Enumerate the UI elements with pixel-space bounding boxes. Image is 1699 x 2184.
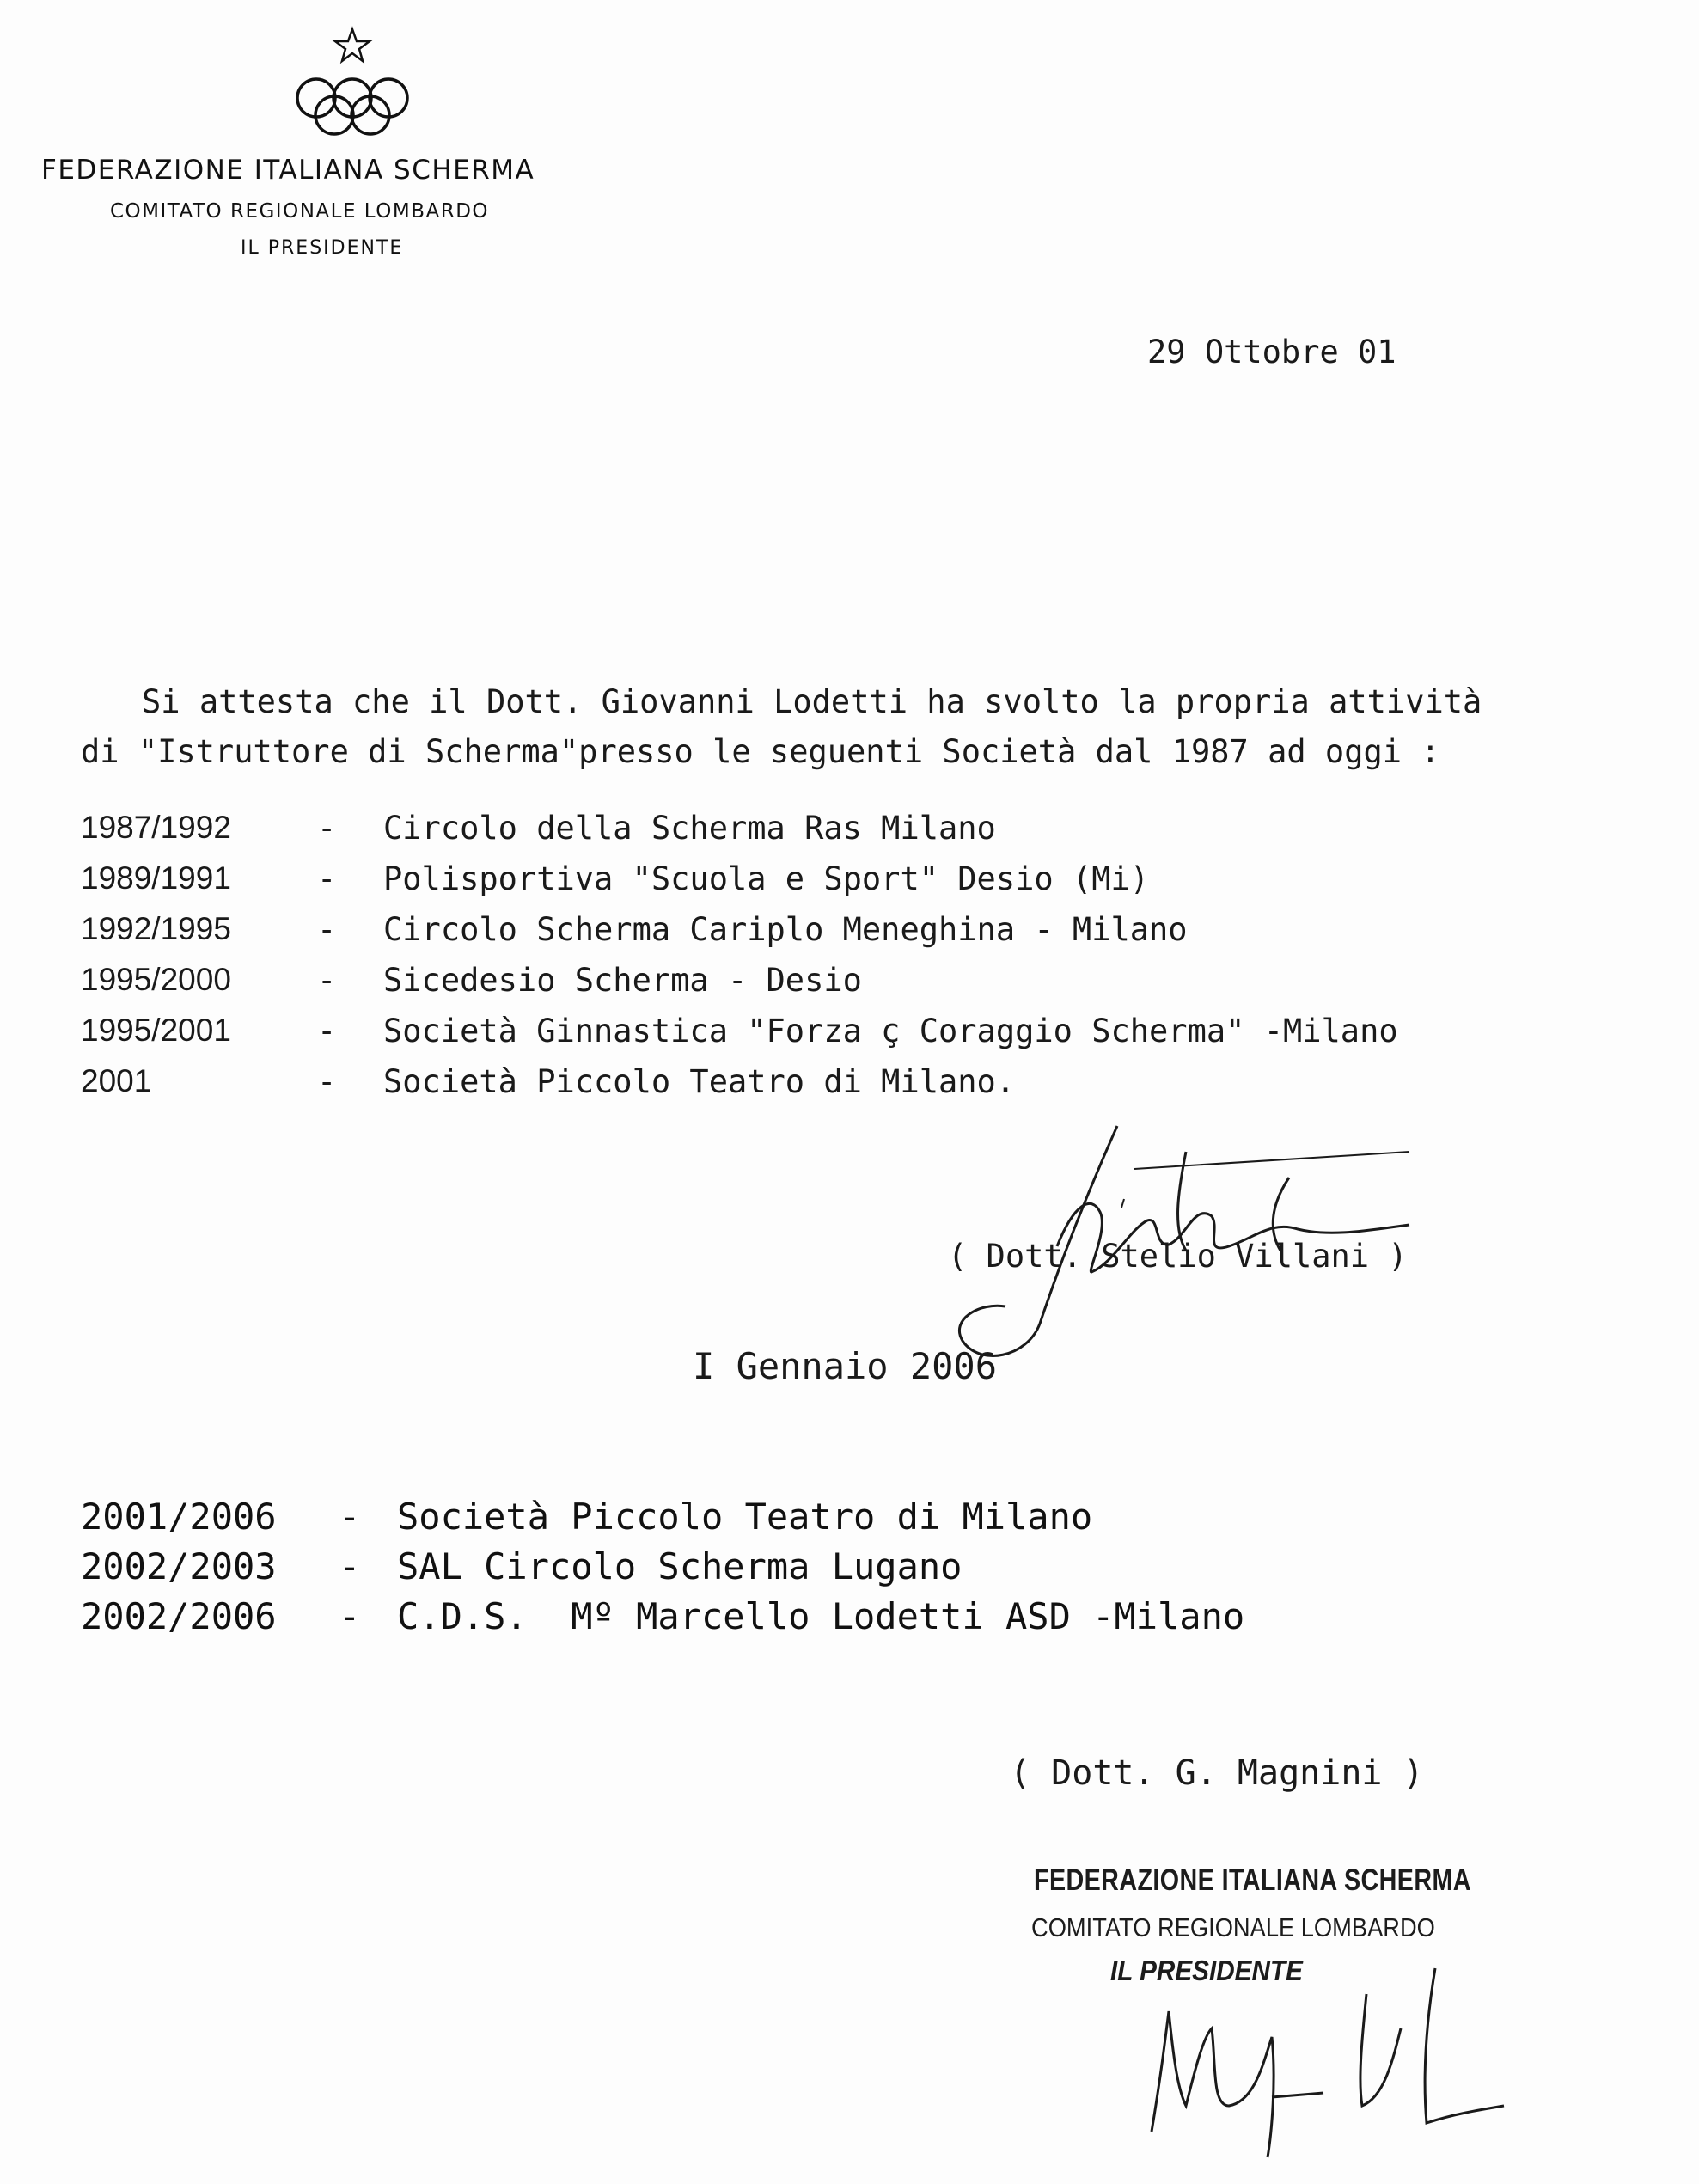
star-olympic-rings-icon [284, 26, 421, 146]
activity-years: 1987/1992 [81, 810, 231, 845]
activity-dash: - [339, 1496, 361, 1538]
activity-years: 2002/2006 [81, 1595, 277, 1637]
document-date: 29 Ottobre 01 [1147, 333, 1396, 370]
stamp-federation: FEDERAZIONE ITALIANA SCHERMA [1034, 1863, 1471, 1897]
body-line-1: Si attesta che il Dott. Giovanni Lodetti ha svolto la propria attività [142, 683, 1482, 720]
activity-years: 1989/1991 [81, 860, 231, 896]
letterhead-federation: FEDERAZIONE ITALIANA SCHERMA [41, 155, 535, 186]
activity-society: Società Piccolo Teatro di Milano [397, 1496, 1093, 1538]
activity-dash: - [317, 962, 337, 999]
activity-society: Sicedesio Scherma - Desio [383, 962, 862, 999]
activity-society: C.D.S. Mº Marcello Lodetti ASD -Milano [397, 1595, 1245, 1637]
activity-dash: - [317, 1012, 337, 1049]
signatory-magnini: ( Dott. G. Magnini ) [1010, 1753, 1424, 1793]
activity-society: SAL Circolo Scherma Lugano [397, 1545, 963, 1588]
signature-president [1126, 1960, 1521, 2166]
activity-years: 2001/2006 [81, 1496, 277, 1538]
activity-society: Circolo Scherma Cariplo Meneghina - Milano [383, 911, 1188, 948]
activity-dash: - [317, 810, 337, 847]
activity-row [81, 1063, 1016, 1211]
activity-society: Polisportiva "Scuola e Sport" Desio (Mi) [383, 860, 1150, 897]
letterhead-committee: COMITATO REGIONALE LOMBARDO [110, 200, 490, 223]
second-date: I Gennaio 2006 [693, 1345, 998, 1387]
activity-society: Società Ginnastica "Forza ç Coraggio Scherma" -Milano [383, 1012, 1398, 1049]
activity-years: 1995/2000 [81, 962, 231, 997]
activity-years: 2002/2003 [81, 1545, 277, 1588]
signatory-villani: ( Dott. Stelio Villani ) [948, 1238, 1408, 1275]
activity-society: Società Piccolo Teatro di Milano. [383, 1063, 1016, 1100]
activity-dash: - [317, 911, 337, 948]
activity-dash: - [317, 860, 337, 897]
activity-society: Circolo della Scherma Ras Milano [383, 810, 996, 847]
activity-years: 1995/2001 [81, 1012, 231, 1048]
stamp-committee: COMITATO REGIONALE LOMBARDO [1031, 1912, 1435, 1942]
letterhead-president: IL PRESIDENTE [241, 237, 404, 259]
activity-dash: - [339, 1595, 361, 1637]
activity-years: 2001 [81, 1063, 152, 1098]
activity-dash: - [339, 1545, 361, 1588]
stamp-president: IL PRESIDENTE [1110, 1955, 1303, 1986]
activity-row [81, 1595, 1245, 1764]
activity-years: 1992/1995 [81, 911, 231, 946]
activity-dash: - [317, 1063, 337, 1100]
body-line-2: di "Istruttore di Scherma"presso le seguenti Società dal 1987 ad oggi : [81, 733, 1440, 770]
